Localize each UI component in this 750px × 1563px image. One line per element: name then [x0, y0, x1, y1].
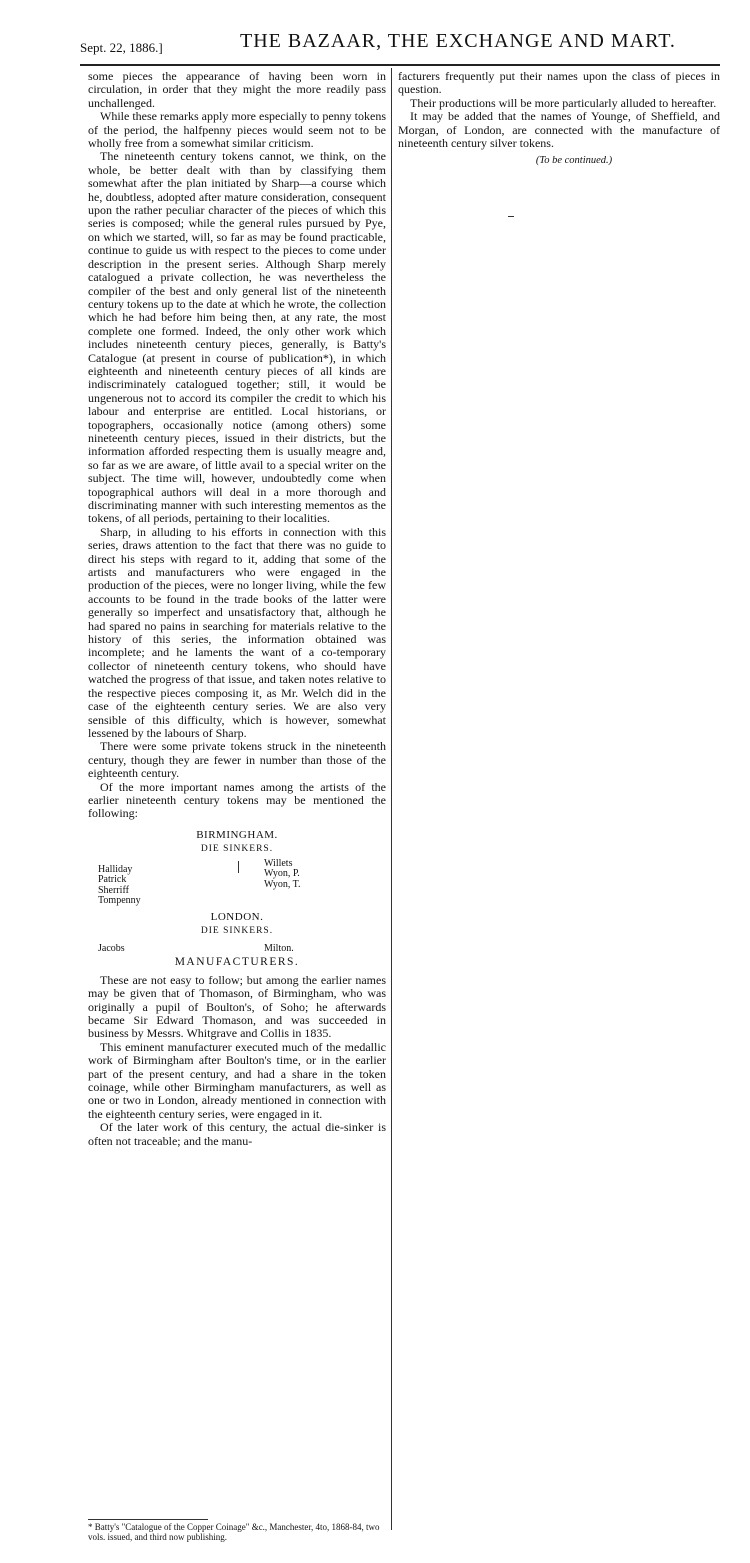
paragraph: Their productions will be more particularly alluded to hereafter. [410, 95, 717, 110]
right-column [398, 70, 720, 168]
birmingham-subheading: DIE SINKERS. [200, 844, 274, 855]
footnote-rule [88, 1519, 208, 1520]
paragraph: Of the more important names among the artists of the earlier nineteenth century tokens may be mentioned the following: [88, 779, 386, 821]
paragraph: While these remarks apply more especially to penny tokens of the period, the halfpenny pieces would seem not to be wholly free from a somewhat similar criticism. [88, 109, 386, 151]
london-heading: LONDON. [210, 910, 264, 923]
name-entry: Halliday [98, 863, 133, 875]
name-entry: Tompenny [98, 895, 141, 907]
end-dash [508, 216, 514, 217]
continued-note: (To be continued.) [535, 155, 613, 167]
paragraph: It may be added that the names of Younge, of Sheffield, and Morgan, of London, are connected with the manufacture of nineteenth century silver tokens. [398, 109, 720, 151]
footnote-text: * Batty's "Catalogue of the Copper Coinage" &c., Manchester, 4to, 1868-84, two vols. issued, and third now publishing. [88, 1522, 380, 1542]
london-die-sinkers [88, 940, 386, 956]
paragraph: This eminent manufacturer executed much of the medallic work of Birmingham after Boulton's time, or in the earlier part of the present century, and had a share in the token coinage, while other Birmingham manufacturers, as well as one or two in London, already mentioned in connection with the eighteenth century series, were engaged in it. [88, 1039, 386, 1121]
left-column [88, 70, 386, 1148]
name-entry: Wyon, P. [264, 868, 300, 880]
column-divider [391, 68, 392, 1530]
issue-date: Sept. 22, 1886.] [80, 40, 163, 55]
london-subheading: DIE SINKERS. [200, 925, 274, 936]
paragraph: There were some private tokens struck in the nineteenth century, though they are fewer in number than those of the eighteenth century. [88, 739, 386, 781]
paragraph: facturers frequently put their names upon the class of pieces in question. [398, 69, 720, 97]
name-entry: Sherriff [98, 884, 129, 896]
manufacturers-heading: MANUFACTURERS. [174, 956, 300, 969]
birmingham-heading: BIRMINGHAM. [196, 828, 278, 841]
paragraph: Sharp, in alluding to his efforts in connection with this series, draws attention to the fact that there was no guide to direct his steps with regard to it, adding that some of the artists and manufacturers who were engaged in the production of the pieces, were no longer living, while the few accounts to be found in the trade books of the latter were generally so imperfect and unsatisfactory that, although he had spared no pains in searching for materials relative to the history of this series, the information obtained was incomplete; and he laments the want of a co-temporary collector of nineteenth century tokens, who should have watched the progress of that issue, and taken notes relative to the respective pieces composing it, as Mr. Welch did in the case of the eighteenth century series. We are also very sensible of this difficulty, which is however, somewhat lessened by the labours of Sharp. [88, 524, 386, 740]
name-entry: Jacobs [98, 943, 125, 955]
footnote [88, 1522, 386, 1542]
publication-title: THE BAZAAR, THE EXCHANGE AND MART. [240, 30, 676, 52]
birmingham-die-sinkers [88, 857, 386, 907]
header-rule [80, 64, 720, 66]
name-entry: Wyon, T. [264, 878, 301, 890]
page-header [80, 30, 720, 64]
paragraph: some pieces the appearance of having been worn in circulation, in order that they might the more readily pass unchallenged. [88, 69, 386, 110]
paragraph: The nineteenth century tokens cannot, we think, on the whole, be better dealt with than by classifying them somewhat after the plan initiated by Sharp—a course which he, doubtless, adopted after mature consideration, consequent upon the rather peculiar character of the pieces of which this series is composed; while the general rules pursued by Pye, on which we started, will, so far as may be found practicable, continue to guide us with respect to the pieces to come under description in the present series. Although Sharp merely catalogued a private collection, he was nevertheless the compiler of the best and only general list of the nineteenth century tokens up to the date at which he wrote, the collection which he had before him being then, at any rate, the most complete one formed. Indeed, the only other work which includes nineteenth century pieces, generally, is Batty's Catalogue (at present in course of publication*), in which eighteenth and nineteenth century pieces of all kinds are indiscriminately catalogued together; still, it would be ungenerous not to accord its compiler the credit to which his labour and enterprise are entitled. Local historians, or topographers, occasionally notice (among others) some nineteenth century pieces, issued in their districts, but the information afforded respecting them is usually meagre and, so far as we are aware, of little avail to a special writer on the subject. The time will, however, undoubtedly come when topographical authors will deal in a more thorough and discriminating manner with such interesting mementos as the tokens, of all periods, pertaining to their localities. [88, 149, 386, 526]
name-entry: Willets [264, 857, 293, 869]
name-entry: Patrick [98, 874, 127, 886]
paragraph: These are not easy to follow; but among the earlier names may be given that of Thomason, of Birmingham, who was originally a pupil of Boulton's, of Soho; he afterwards became Sir Edward Thomason, and was succeeded in business by Messrs. Whitgrave and Collis in 1835. [88, 972, 386, 1041]
name-divider [238, 861, 239, 873]
name-entry: Milton. [264, 943, 294, 955]
paragraph: Of the later work of this century, the actual die-sinker is often not traceable; and the manu- [88, 1120, 386, 1148]
